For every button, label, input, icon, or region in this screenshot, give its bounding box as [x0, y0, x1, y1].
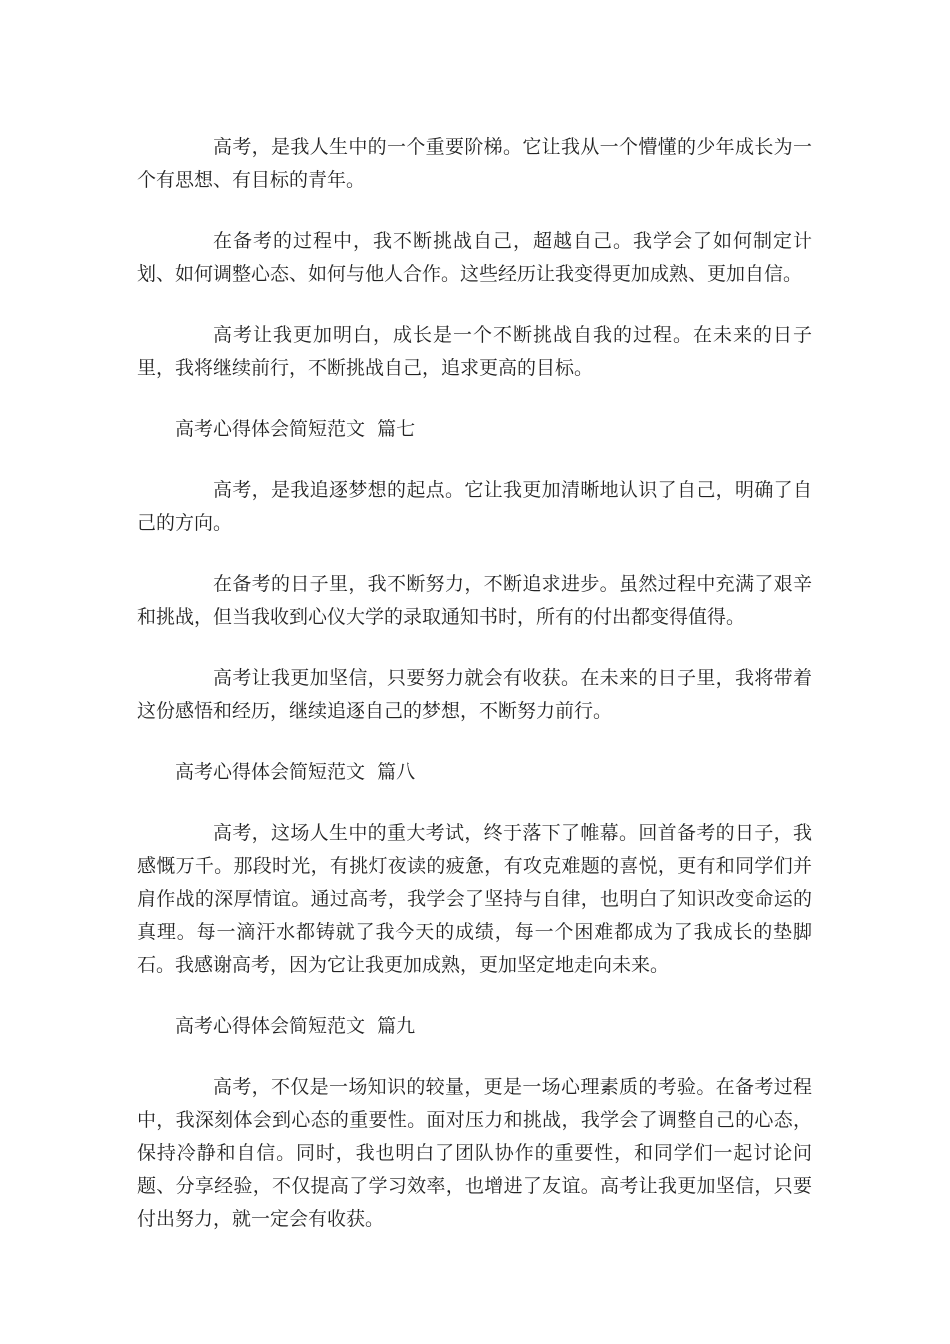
section-heading	[137, 413, 812, 446]
paragraph: 在备考的过程中，我不断挑战自己，超越自己。我学会了如何制定计划、如何调整心态、如何与他人合作。这些经历让我变得更加成熟、更加自信。	[137, 230, 812, 285]
paragraph: 高考，是我追逐梦想的起点。它让我更加清晰地认识了自己，明确了自己的方向。	[137, 479, 812, 534]
section-heading	[137, 756, 812, 789]
section-heading	[137, 1010, 812, 1043]
section-heading-text: 高考心得体会简短范文 篇九	[175, 1015, 416, 1037]
paragraph: 高考让我更加坚信，只要努力就会有收获。在未来的日子里，我将带着这份感悟和经历，继续追逐自己的梦想，不断努力前行。	[137, 667, 812, 722]
paragraph: 在备考的日子里，我不断努力，不断追求进步。虽然过程中充满了艰辛和挑战，但当我收到心仪大学的录取通知书时，所有的付出都变得值得。	[137, 573, 812, 628]
paragraph: 高考，是我人生中的一个重要阶梯。它让我从一个懵懂的少年成长为一个有思想、有目标的青年。	[137, 136, 812, 191]
paragraph: 高考，不仅是一场知识的较量，更是一场心理素质的考验。在备考过程中，我深刻体会到心态的重要性。面对压力和挑战，我学会了调整自己的心态，保持冷静和自信。同时，我也明白了团队协作的重要性，和同学们一起讨论问题、分享经验，不仅提高了学习效率，也增进了友谊。高考让我更加坚信，只要付出努力，就一定会有收获。	[137, 1076, 812, 1230]
document-body	[137, 131, 812, 1236]
paragraph: 高考让我更加明白，成长是一个不断挑战自我的过程。在未来的日子里，我将继续前行，不断挑战自己，追求更高的目标。	[137, 324, 812, 379]
section-heading-text: 高考心得体会简短范文 篇八	[175, 761, 416, 783]
paragraph: 高考，这场人生中的重大考试，终于落下了帷幕。回首备考的日子，我感慨万千。那段时光，有挑灯夜读的疲惫，有攻克难题的喜悦，更有和同学们并肩作战的深厚情谊。通过高考，我学会了坚持与自律，也明白了知识改变命运的真理。每一滴汗水都铸就了我今天的成绩，每一个困难都成为了我成长的垫脚石。我感谢高考，因为它让我更加成熟，更加坚定地走向未来。	[137, 822, 812, 976]
section-heading-text: 高考心得体会简短范文 篇七	[175, 418, 416, 440]
